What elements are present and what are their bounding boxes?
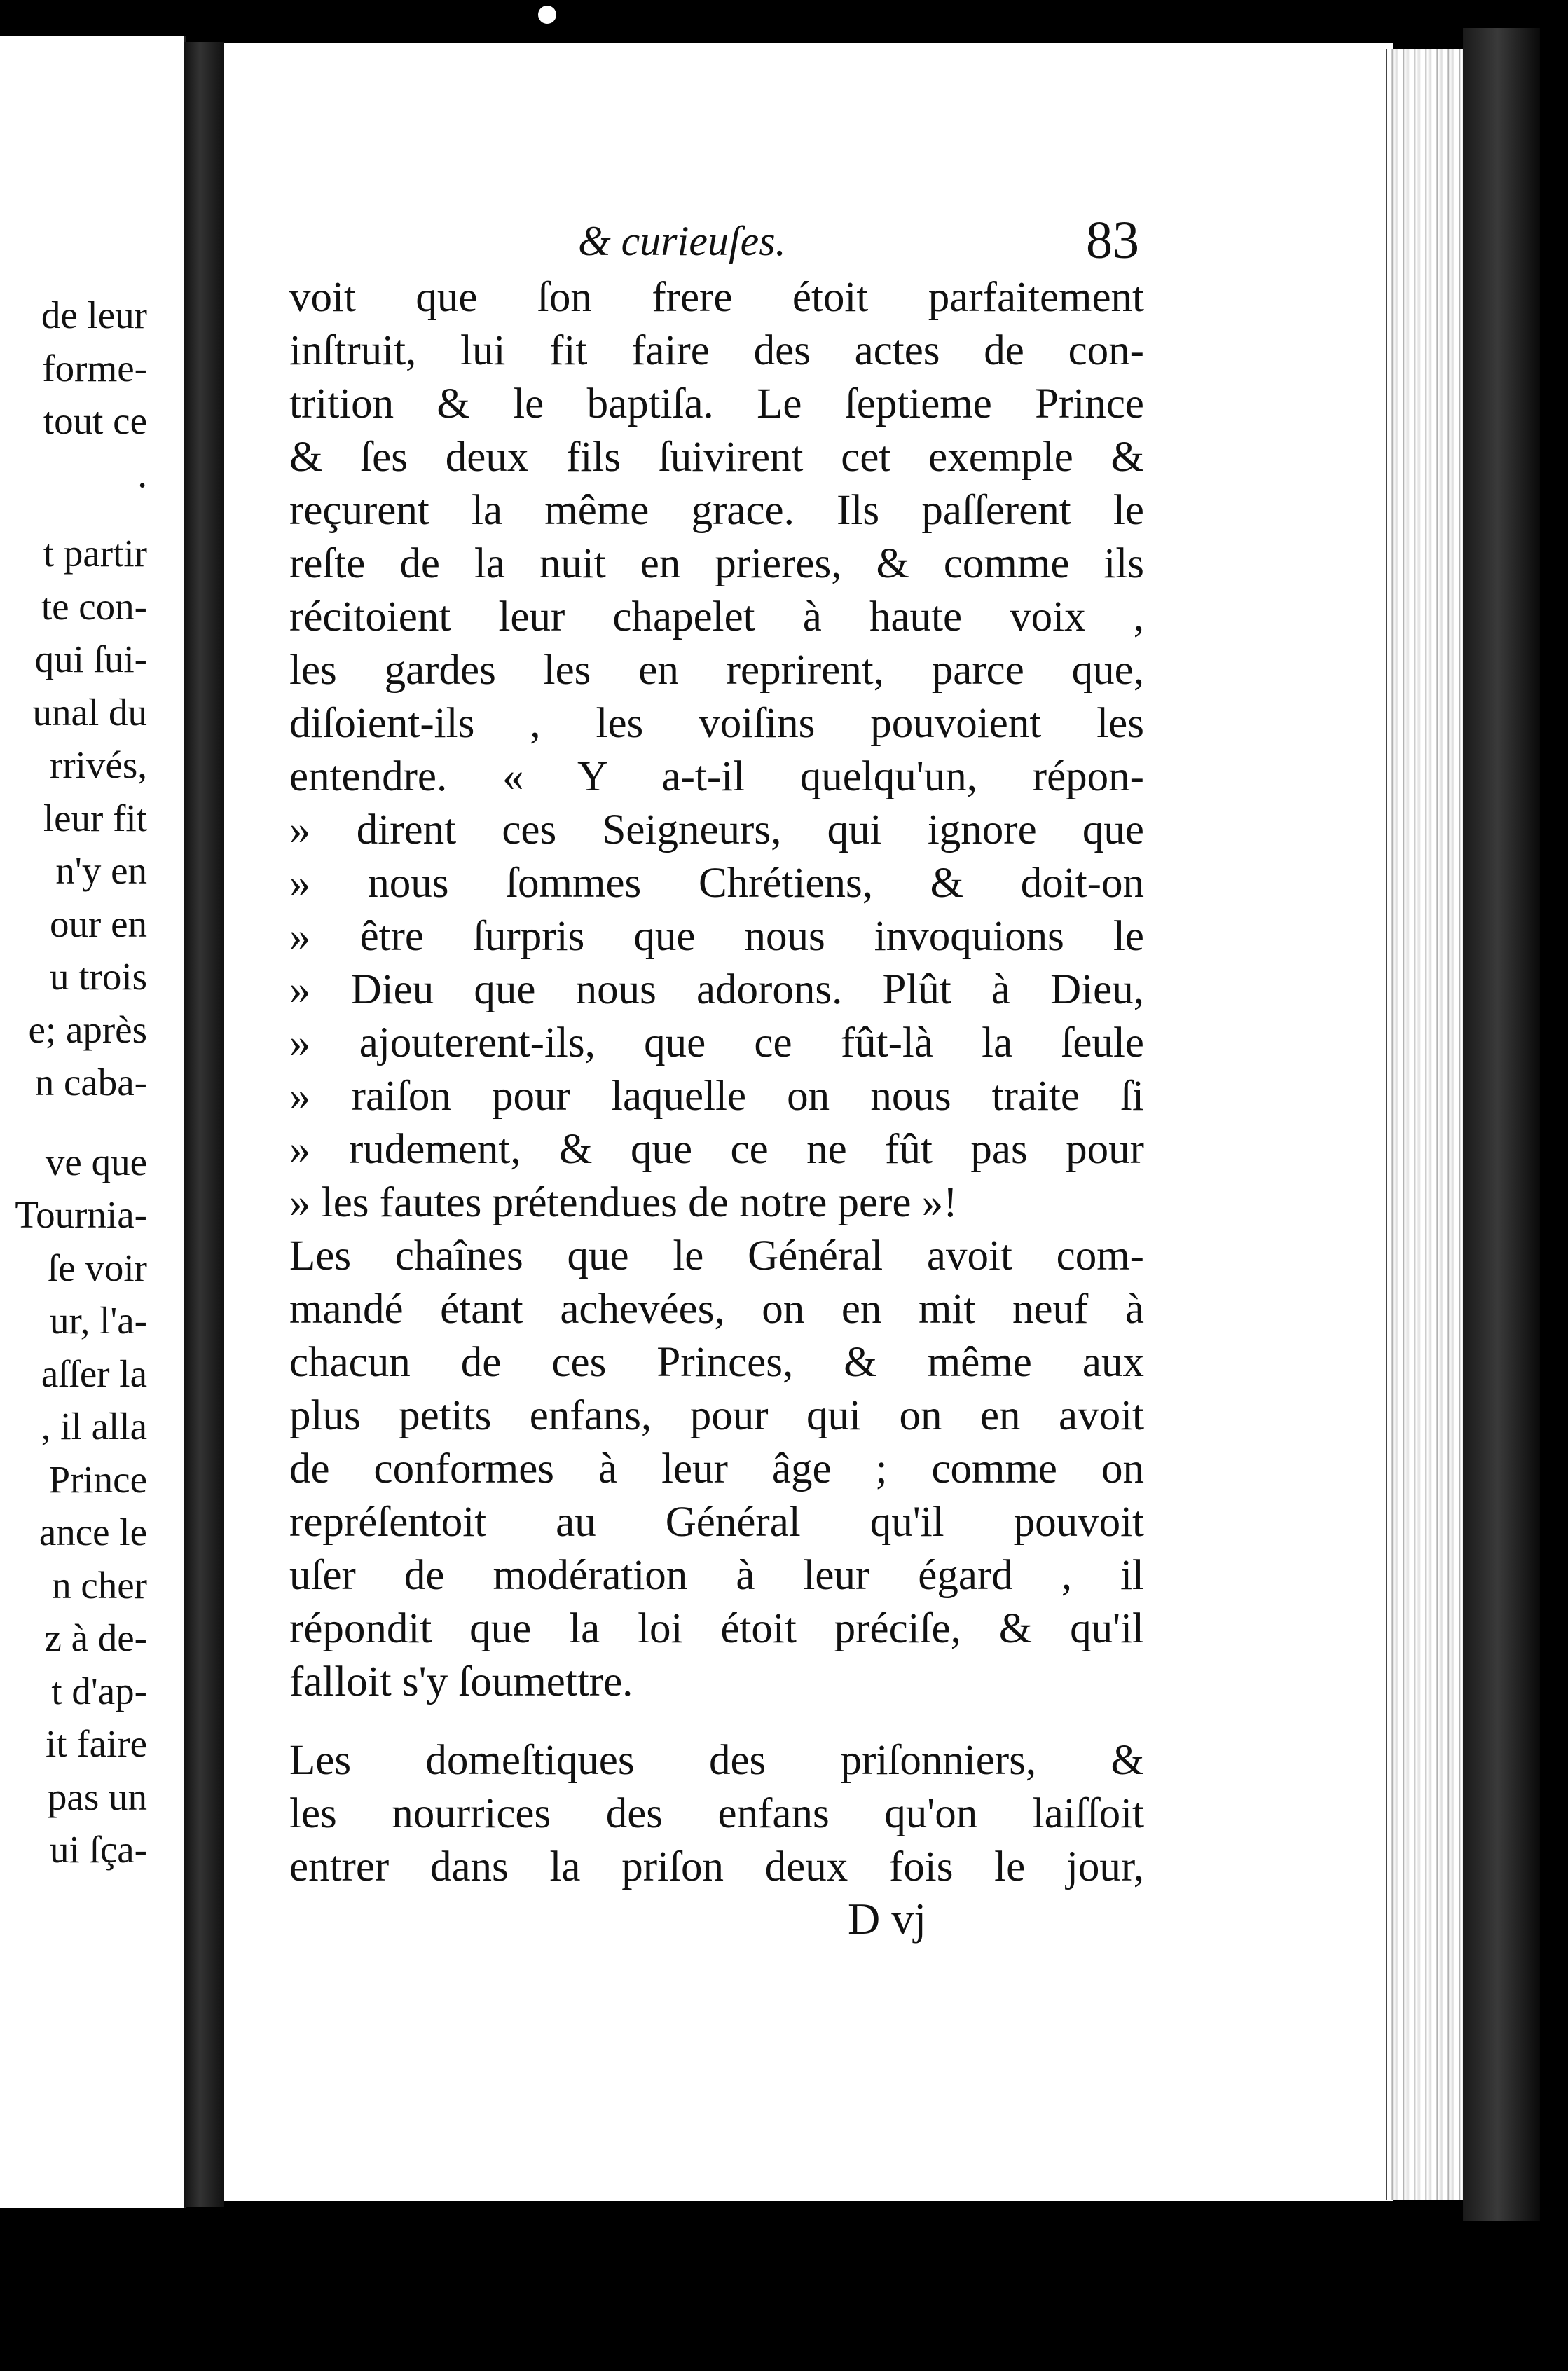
quote-line: » nous ſommes Chrétiens, & doit-on <box>289 857 1144 910</box>
paragraph-gap <box>289 1709 1144 1734</box>
text-line: chacun de ces Princes, & même aux <box>289 1339 1144 1386</box>
left-page-line: Prince <box>48 1457 147 1501</box>
left-page-line: u trois <box>49 955 147 998</box>
left-page-line: tout ce <box>43 399 147 442</box>
left-page-line: pas un <box>47 1775 147 1818</box>
line-gap <box>15 1109 147 1136</box>
quote-line: » dirent ces Seigneurs, qui ignore que <box>289 804 1144 857</box>
dust-speck <box>538 6 556 24</box>
book-gutter <box>184 42 224 2207</box>
line-gap <box>15 500 147 527</box>
left-page-line: . <box>137 452 147 495</box>
book-cover-edge <box>1463 28 1540 2221</box>
left-page-text <box>15 289 147 1876</box>
text-line: inſtruit, lui fit faire des actes de con- <box>289 327 1144 374</box>
page-body <box>289 271 1144 1894</box>
left-page-line: e; après <box>28 1008 147 1051</box>
quote-line: » être ſurpris que nous invoquions le <box>289 910 1144 963</box>
text-line: Les chaînes que le Général avoit com- <box>289 1232 1144 1279</box>
left-page-line: it faire <box>45 1722 147 1765</box>
left-page-line: ve que <box>45 1140 147 1183</box>
left-page-line: aſſer la <box>41 1352 147 1395</box>
text-line: de conformes à leur âge ; comme on <box>289 1445 1144 1492</box>
text-line: Les domeſtiques des priſonniers, & <box>289 1737 1144 1784</box>
page-header <box>224 199 1393 276</box>
left-page-line: de leur <box>41 294 147 336</box>
text-line: les gardes les en reprirent, parce que, <box>289 647 1144 694</box>
text-line: reſte de la nuit en prieres, & comme ils <box>289 540 1144 587</box>
left-page-line: ui ſça- <box>50 1828 147 1871</box>
left-page-line: Tournia- <box>15 1193 147 1236</box>
left-page-line: our en <box>50 902 147 945</box>
text-line: diſoient-ils , les voiſins pouvoient les <box>289 700 1144 747</box>
running-head: & curieuſes. <box>578 218 786 264</box>
left-page-line: t partir <box>43 532 147 575</box>
quote-line: » rudement, & que ce ne fût pas pour <box>289 1123 1144 1176</box>
quote-line: » les fautes prétendues de notre pere »! <box>289 1176 1144 1230</box>
text-line: les nourrices des enfans qu'on laiſſoit <box>289 1790 1144 1837</box>
left-page-line: n caba- <box>34 1061 147 1104</box>
page-number: 83 <box>1086 211 1139 270</box>
text-line: mandé étant achevées, on en mit neuf à <box>289 1286 1144 1333</box>
left-page-line: forme- <box>42 346 147 390</box>
left-page-line: t d'ap- <box>51 1669 147 1712</box>
text-line: trition & le baptiſa. Le ſeptieme Prince <box>289 380 1144 427</box>
left-page-line: unal du <box>32 690 147 734</box>
left-page-line: ance le <box>39 1511 147 1553</box>
signature-mark: D vj <box>848 1894 926 1944</box>
right-page <box>224 43 1393 2201</box>
left-page-line: n cher <box>52 1563 147 1607</box>
quote-line: » raiſon pour laquelle on nous traite ſi <box>289 1070 1144 1123</box>
left-page <box>0 36 186 2208</box>
quote-line: » Dieu que nous adorons. Plût à Dieu, <box>289 963 1144 1017</box>
text-line: plus petits enfans, pour qui on en avoit <box>289 1392 1144 1439</box>
left-page-line: rrivés, <box>50 743 147 786</box>
text-line: répondit que la loi étoit préciſe, & qu'il <box>289 1605 1144 1652</box>
page-edges <box>1386 49 1464 2200</box>
text-line: récitoient leur chapelet à haute voix , <box>289 593 1144 640</box>
text-line: reçurent la même grace. Ils paſſerent le <box>289 487 1144 534</box>
text-line: entendre. « Y a-t-il quelqu'un, répon- <box>289 753 1144 800</box>
text-line: repréſentoit au Général qu'il pouvoit <box>289 1499 1144 1546</box>
text-line: uſer de modération à leur égard , il <box>289 1552 1144 1599</box>
left-page-line: qui ſui- <box>34 638 147 680</box>
left-page-line: , il alla <box>41 1405 147 1448</box>
left-page-line: ur, l'a- <box>49 1299 147 1342</box>
left-page-line: leur fit <box>43 796 147 839</box>
left-page-line: z à de- <box>44 1616 147 1659</box>
text-line: entrer dans la priſon deux fois le jour, <box>289 1843 1144 1890</box>
left-page-line: n'y en <box>55 849 147 892</box>
quote-line: » ajouterent-ils, que ce fût-là la ſeule <box>289 1017 1144 1070</box>
text-line: & ſes deux fils ſuivirent cet exemple & <box>289 434 1144 481</box>
left-page-line: ſe voir <box>47 1246 147 1289</box>
text-line: falloit s'y ſoumettre. <box>289 1658 633 1705</box>
left-page-line: te con- <box>41 584 147 628</box>
text-line: voit que ſon frere étoit parfaitement <box>289 274 1144 321</box>
